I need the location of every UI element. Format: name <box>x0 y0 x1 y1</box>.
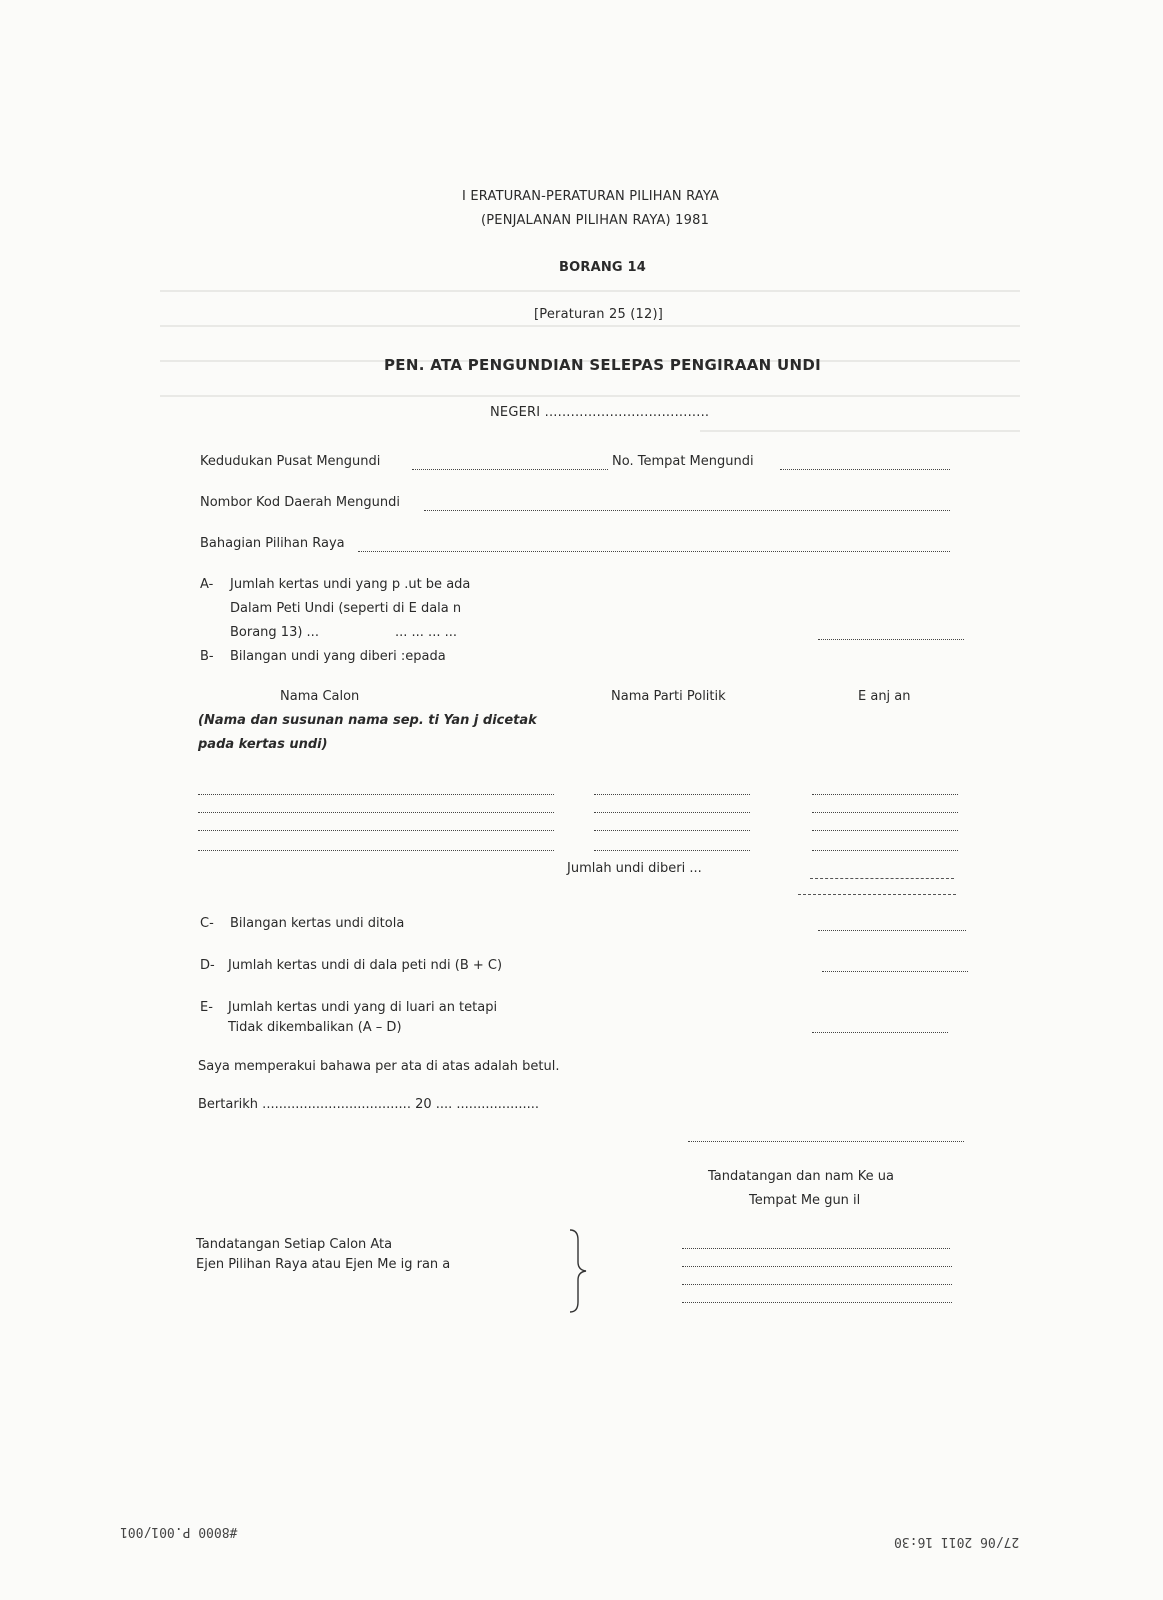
item-c-label: C- <box>200 916 214 931</box>
total-rule <box>798 893 956 895</box>
count-row-line <box>812 793 958 795</box>
item-c-line1: Bilangan kertas undi ditola <box>230 916 405 931</box>
bleed-line <box>700 430 1020 432</box>
nombor-kod-dots <box>424 509 950 511</box>
bahagian-dots <box>358 550 950 552</box>
item-e-value <box>812 1031 948 1033</box>
count-row-line <box>812 829 958 831</box>
item-b-label: B- <box>200 649 214 664</box>
bleed-line <box>160 325 1020 327</box>
negeri-field: NEGERI ...................................... <box>490 405 710 420</box>
party-row-line <box>594 793 750 795</box>
fax-footer-left: #8000 P.001/001 <box>120 1524 238 1539</box>
no-tempat-dots <box>780 468 950 470</box>
form-number: BORANG 14 <box>559 260 646 275</box>
certify-statement: Saya memperakui bahawa per ata di atas adalah betul. <box>198 1059 560 1074</box>
regulation-reference: [Peraturan 25 (12)] <box>534 307 664 322</box>
item-b-line1: Bilangan undi yang diberi :epada <box>230 649 446 664</box>
item-a-label: A- <box>200 577 214 592</box>
bleed-line <box>160 395 1020 397</box>
col-candidate-note2: pada kertas undi) <box>198 737 328 752</box>
item-d-label: D- <box>200 958 215 973</box>
bahagian-label: Bahagian Pilihan Raya <box>200 536 345 551</box>
kedudukan-label: Kedudukan Pusat Mengundi <box>200 454 381 469</box>
nombor-kod-label: Nombor Kod Daerah Mengundi <box>200 495 400 510</box>
col-count: E anj an <box>858 689 911 704</box>
item-a-line3: Borang 13) ... <box>230 625 319 640</box>
count-row-line <box>812 849 958 851</box>
party-row-line <box>594 811 750 813</box>
candidate-signature-line <box>682 1283 952 1285</box>
candidate-row-line <box>198 829 554 831</box>
item-d-value <box>822 970 968 972</box>
fax-footer-right: 27/06 2011 16:30 <box>894 1534 1020 1549</box>
candidate-signature-line <box>682 1265 952 1267</box>
kedudukan-dots <box>412 468 608 470</box>
regulation-title: I ERATURAN-PERATURAN PILIHAN RAYA <box>462 189 720 204</box>
item-e-line2: Tidak dikembalikan (A – D) <box>228 1020 402 1035</box>
party-row-line <box>594 849 750 851</box>
total-label: Jumlah undi diberi ... <box>567 861 702 876</box>
officer-signature-line <box>688 1140 964 1142</box>
total-rule <box>810 877 954 879</box>
item-e-line1: Jumlah kertas undi yang di luari an tetapi <box>228 1000 498 1015</box>
candidates-signature-label2: Ejen Pilihan Raya atau Ejen Me ig ran a <box>196 1257 451 1272</box>
bleed-line <box>160 290 1020 292</box>
col-candidate: Nama Calon <box>280 689 360 704</box>
candidates-signature-label1: Tandatangan Setiap Calon Ata <box>196 1237 393 1252</box>
officer-signature-label1: Tandatangan dan nam Ke ua <box>708 1169 894 1184</box>
item-a-value <box>818 638 964 640</box>
candidate-row-line <box>198 811 554 813</box>
officer-signature-label2: Tempat Me gun il <box>749 1193 861 1208</box>
item-d-line1: Jumlah kertas undi di dala peti ndi (B + C) <box>228 958 503 973</box>
party-row-line <box>594 829 750 831</box>
candidate-signature-line <box>682 1301 952 1303</box>
item-a-line2: Dalam Peti Undi (seperti di E dala n <box>230 601 462 616</box>
count-row-line <box>812 811 958 813</box>
col-candidate-note1: (Nama dan susunan nama sep. ti Yan j dicetak <box>198 713 537 728</box>
page-title: PEN. ATA PENGUNDIAN SELEPAS PENGIRAAN UNDI <box>384 356 822 374</box>
item-a-trail: ... ... ... ... <box>395 625 457 640</box>
candidate-row-line <box>198 793 554 795</box>
candidate-signature-line <box>682 1247 950 1249</box>
item-e-label: E- <box>200 1000 213 1015</box>
item-a-line1: Jumlah kertas undi yang p .ut be ada <box>230 577 471 592</box>
no-tempat-label: No. Tempat Mengundi <box>612 454 754 469</box>
regulation-subtitle: (PENJALANAN PILIHAN RAYA) 1981 <box>481 213 710 228</box>
dated-field: Bertarikh .................................... 20 .... .................... <box>198 1097 540 1112</box>
col-party: Nama Parti Politik <box>611 689 726 704</box>
candidate-row-line <box>198 849 554 851</box>
item-c-value <box>818 929 966 931</box>
right-brace-icon <box>568 1228 592 1314</box>
